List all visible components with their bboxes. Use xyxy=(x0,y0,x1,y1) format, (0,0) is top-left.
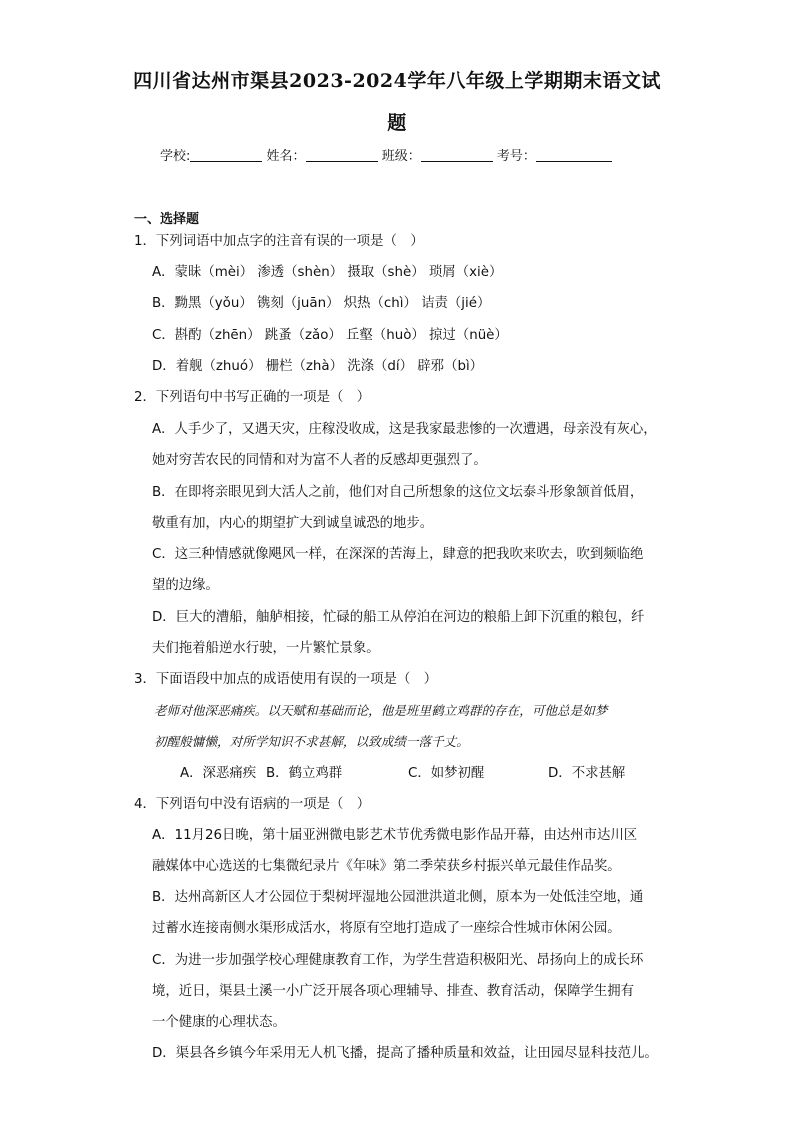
q4-option-a-line2: 融媒体中心选送的七集微纪录片《年味》第二季荣获乡村振兴单元最佳作品奖。 xyxy=(152,859,621,874)
exam-no-label: 考号： xyxy=(496,149,536,164)
q1-option-d: D．着舰（zhuó） 栅栏（zhà） 洗涤（dí） 辟邪（bì） xyxy=(152,359,484,374)
q4-option-c-line2: 境，近日，渠县土溪一小广泛开展各项心理辅导、排查、教育活动，保障学生拥有 xyxy=(152,984,635,999)
name-blank xyxy=(306,149,378,162)
q3-option-a: A．深恶痛疾 xyxy=(180,766,257,781)
q4-option-c-line1: C．为进一步加强学校心理健康教育工作，为学生营造积极阳光、昂扬向上的成长环 xyxy=(152,953,644,968)
name-label: 姓名： xyxy=(266,149,306,164)
q4-option-b-line2: 过蓄水连接南侧水渠形成活水，将原有空地打造成了一座综合性城市休闲公园。 xyxy=(152,921,621,936)
q2-option-d-line2: 夫们拖着船逆水行驶，一片繁忙景象。 xyxy=(152,641,380,656)
exam-no-blank xyxy=(536,149,612,162)
q3-passage-line2: 初醒般慵懒，对所学知识不求甚解，以致成绩一落千丈。 xyxy=(154,734,469,749)
q4-option-d-line1: D．渠县各乡镇今年采用无人机飞播，提高了播种质量和效益，让田园尽显科技范儿。 xyxy=(152,1046,658,1061)
exam-title-line2: 题 xyxy=(387,112,407,134)
q2-option-a-line2: 她对穷苦农民的同情和对为富不人者的反感却更强烈了。 xyxy=(152,453,487,468)
q1-stem: 1．下列词语中加点字的注音有误的一项是（ ） xyxy=(134,234,424,249)
class-label: 班级： xyxy=(381,149,421,164)
q4-stem: 4．下列语句中没有语病的一项是（ ） xyxy=(134,797,371,812)
q3-stem: 3．下面语段中加点的成语使用有误的一项是（ ） xyxy=(134,672,438,687)
q2-option-c-line1: C．这三种情感就像飓风一样，在深深的苦海上，肆意的把我吹来吹去，吹到频临绝 xyxy=(152,547,644,562)
q1-option-a: A．蒙昧（mèi） 渗透（shèn） 摄取（shè） 琐屑（xiè） xyxy=(152,265,503,280)
class-blank xyxy=(421,149,493,162)
q3-option-d: D．不求甚解 xyxy=(548,766,626,781)
q2-option-d-line1: D．巨大的漕船，舳舻相接，忙碌的船工从停泊在河边的粮船上卸下沉重的粮包，纤 xyxy=(152,610,645,625)
exam-title-line1: 四川省达州市渠县2023-2024学年八年级上学期期末语文试 xyxy=(133,70,661,92)
q1-option-b: B．黝黑（yǒu） 镌刻（juān） 炽热（chì） 诘责（jié） xyxy=(152,296,491,311)
q1-option-c: C．斟酌（zhēn） 跳蚤（zǎo） 丘壑（huò） 掠过（nüè） xyxy=(152,328,508,343)
q2-option-b-line1: B．在即将亲眼见到大活人之前，他们对自己所想象的这位文坛泰斗形象颔首低眉， xyxy=(152,485,644,500)
student-info-row xyxy=(160,145,640,164)
q2-option-b-line2: 敬重有加，内心的期望扩大到诚皇诚恐的地步。 xyxy=(152,516,434,531)
q2-stem: 2．下列语句中书写正确的一项是（ ） xyxy=(134,390,371,405)
q2-option-c-line2: 望的边缘。 xyxy=(152,578,219,593)
school-label: 学校: xyxy=(160,149,191,164)
q3-option-b: B．鹤立鸡群 xyxy=(266,766,343,781)
school-blank xyxy=(190,149,262,162)
q4-option-a-line1: A．11月26日晚，第十届亚洲微电影艺术节优秀微电影作品开幕，由达州市达川区 xyxy=(152,828,638,843)
section-heading: 一、选择题 xyxy=(134,212,200,227)
q4-option-c-line3: 一个健康的心理状态。 xyxy=(152,1015,286,1030)
q2-option-a-line1: A．人手少了，又遇天灾，庄稼没收成，这是我家最悲惨的一次遭遇，母亲没有灰心， xyxy=(152,422,657,437)
q3-passage-line1: 老师对他深恶痛疾。以天赋和基础而论，他是班里鹤立鸡群的存在，可他总是如梦 xyxy=(154,703,608,718)
q3-option-c: C．如梦初醒 xyxy=(408,766,485,781)
q4-option-b-line1: B．达州高新区人才公园位于梨树坪湿地公园泄洪道北侧，原本为一处低洼空地，通 xyxy=(152,890,644,905)
